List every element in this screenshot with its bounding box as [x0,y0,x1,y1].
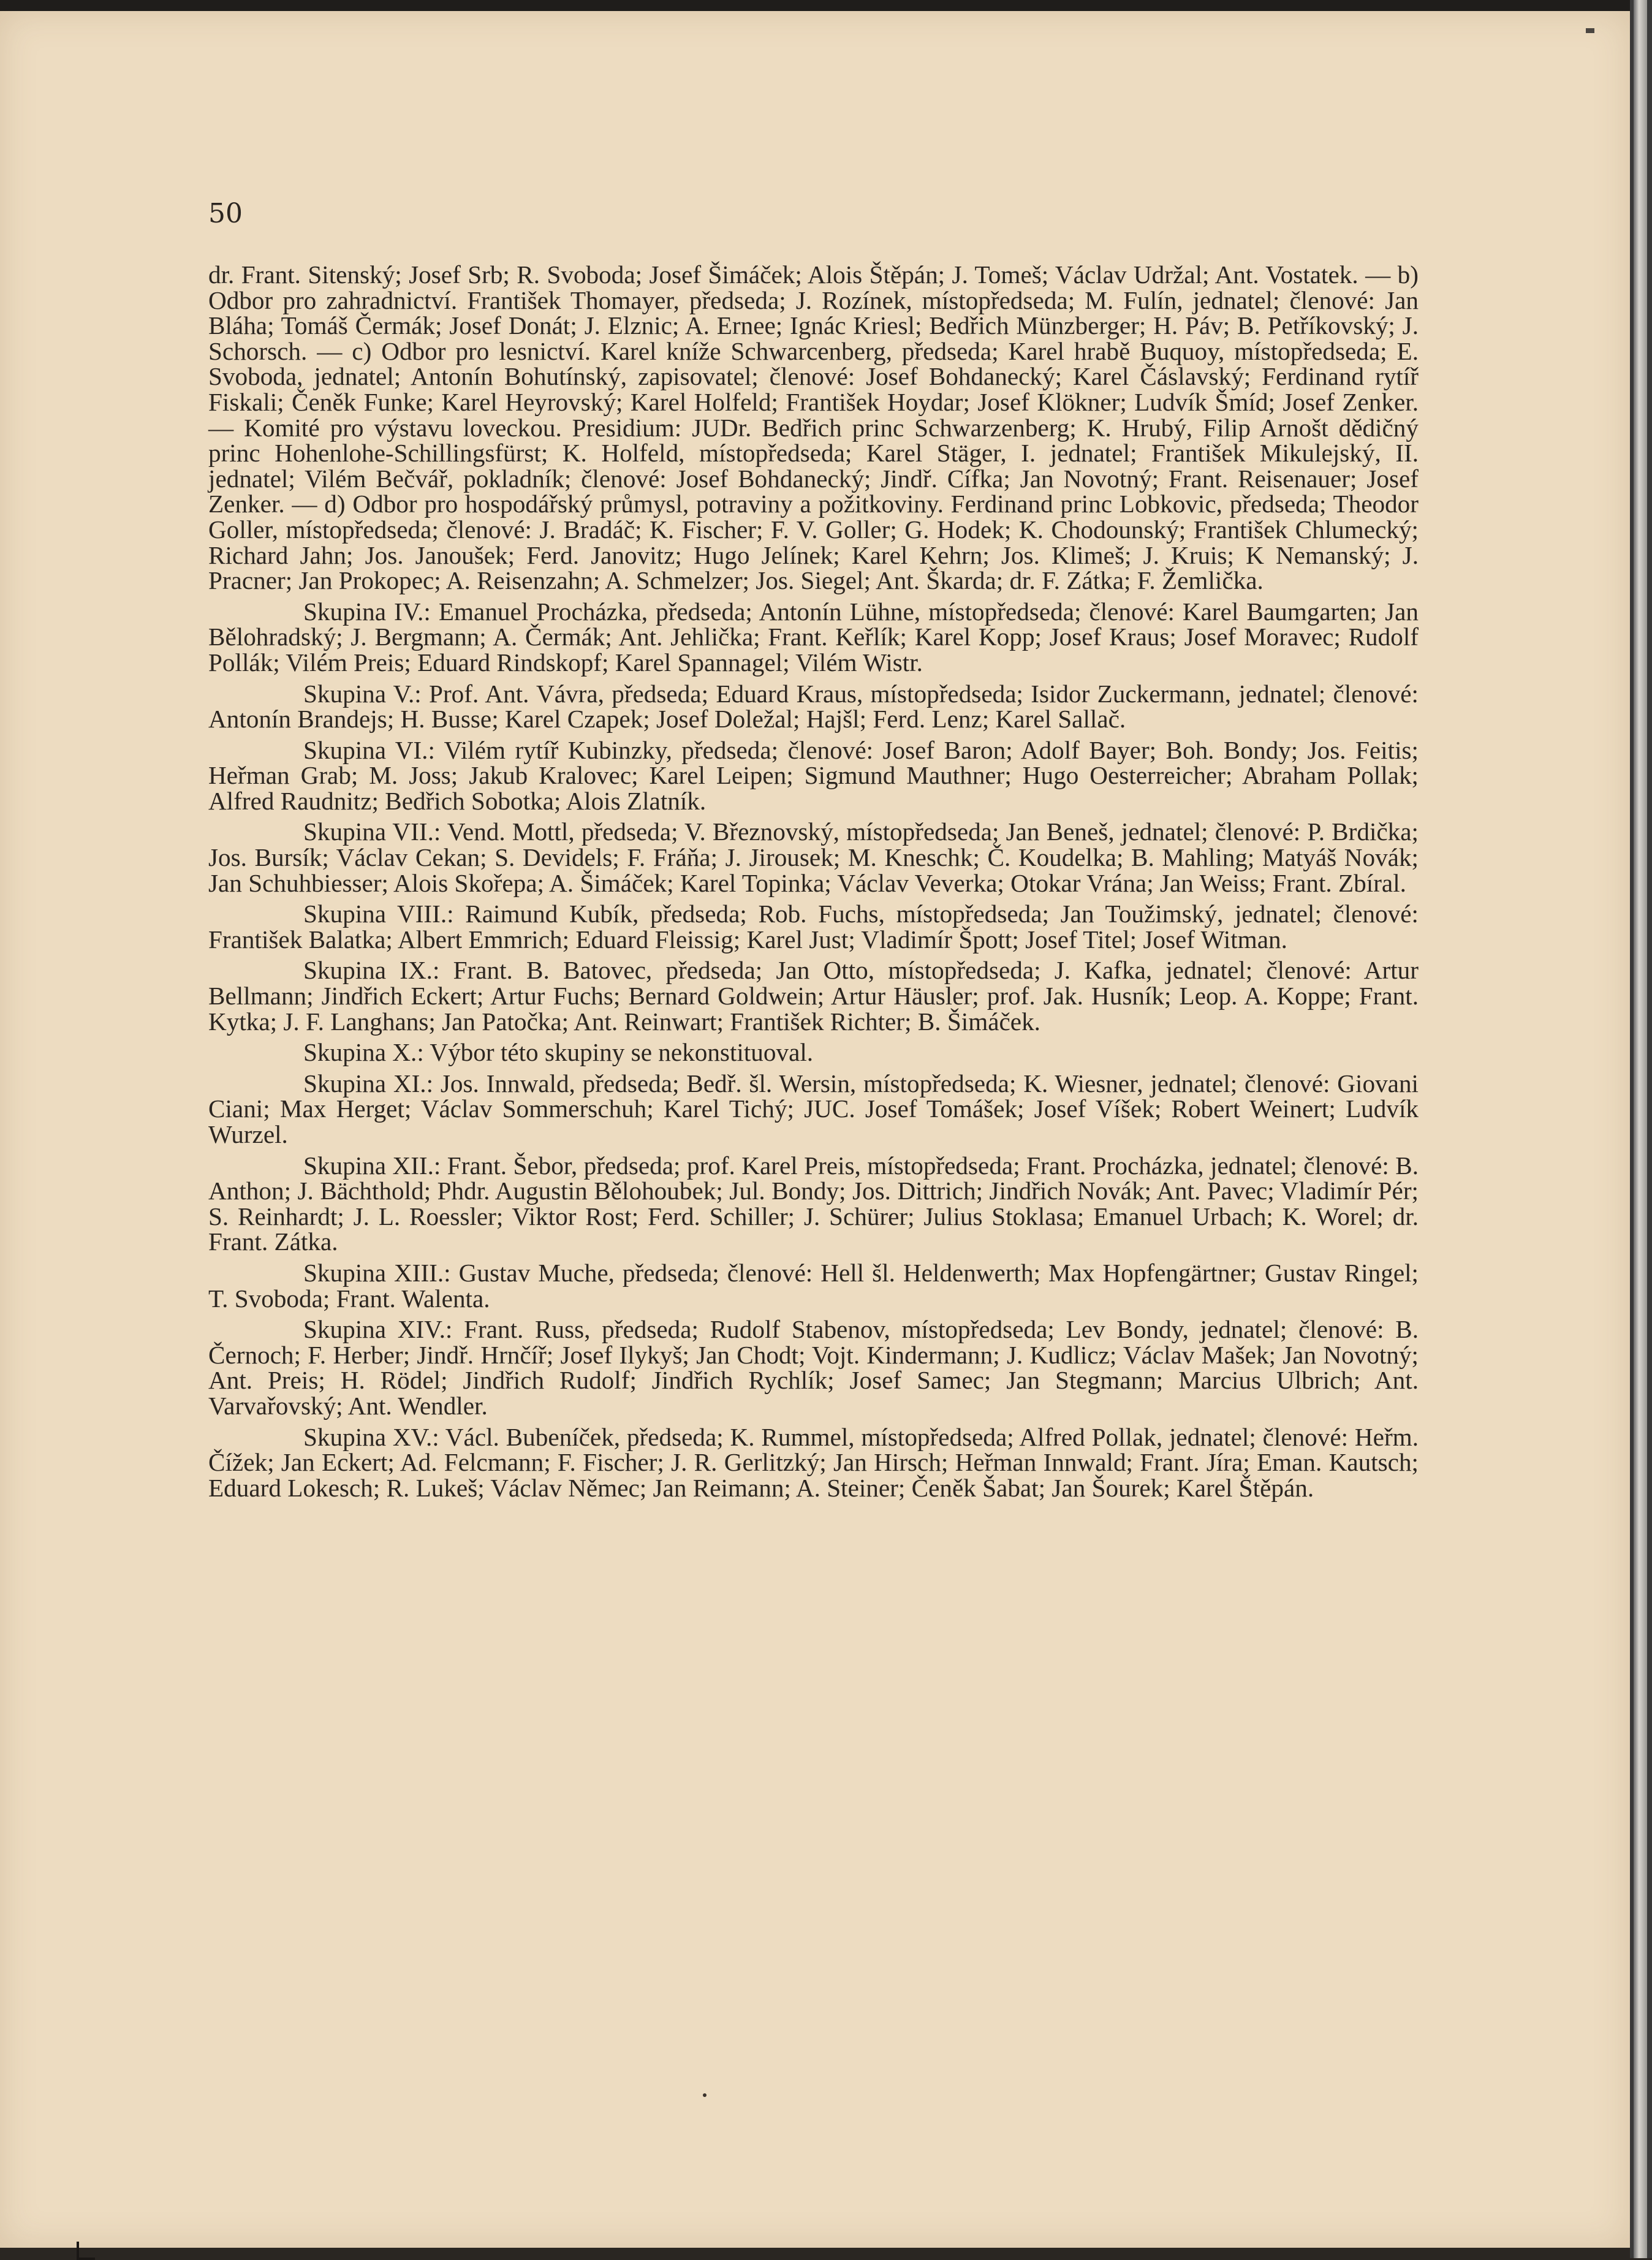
book-page [0,11,1630,2248]
paragraph-skupina-xv: Skupina XV.: Václ. Bubeníček, předseda; K. Rummel, místopředseda; Alfred Pollak, jednatel; členové: Heřm. Čížek; Jan Eckert; Ad. Felcmann; F. Fischer; J. R. Gerlitzký; Jan Hirsch; Heřman Innwald; Frant. Jíra; Eman. Kautsch; Eduard Lokesch; R. Lukeš; Václav Němec; Jan Reimann; A. Steiner; Čeněk Šabat; Jan Šourek; Karel Štěpán. [208,1422,1419,1502]
page-dot-mark [703,2093,707,2097]
paragraph-skupina-viii: Skupina VIII.: Raimund Kubík, předseda; Rob. Fuchs, místopředseda; Jan Toužimský, jednatel; členové: František Balatka; Albert Emmrich; Eduard Fleissig; Karel Just; Vladimír Špott; Josef Titel; Josef Witman. [208,900,1419,954]
paragraph-skupina-v: Skupina V.: Prof. Ant. Vávra, předseda; Eduard Kraus, místopředseda; Isidor Zuckermann, jednatel; členové: Antonín Brandejs; H. Busse; Karel Czapek; Josef Doležal; Hajšl; Ferd. Lenz; Karel Sallač. [208,679,1419,734]
paragraph-skupina-x: Skupina X.: Výbor této skupiny se nekonstituoval. [303,1038,814,1067]
scan-edge-strip [1634,0,1647,2258]
paragraph-skupina-ix: Skupina IX.: Frant. B. Batovec, předseda; Jan Otto, místopředseda; J. Kafka, jednatel; členové: Artur Bellmann; Jindřich Eckert; Artur Fuchs; Bernard Goldwein; Artur Häusler; prof. Jak. Husník; Leop. A. Koppe; Frant. Kytka; J. F. Langhans; Jan Patočka; Ant. Reinwart; František Richter; B. Šimáček. [208,956,1419,1036]
paragraph-skupina-xii: Skupina XII.: Frant. Šebor, předseda; prof. Karel Preis, místopředseda; Frant. Procházka, jednatel; členové: B. Anthon; J. Bächthold; Phdr. Augustin Bělohoubek; Jul. Bondy; Jos. Dittrich; Jindřich Novák; Ant. Pavec; Vladimír Pér; S. Reinhardt; J. L. Roessler; Viktor Rost; Ferd. Schiller; J. Schürer; Julius Stoklasa; Emanuel Urbach; K. Worel; dr. Frant. Zátka. [208,1151,1419,1256]
page-number: 50 [208,198,243,229]
paragraph-skupina-xiii: Skupina XIII.: Gustav Muche, předseda; členové: Hell šl. Heldenwerth; Max Hopfengärtner; Gustav Ringel; T. Svoboda; Frant. Walenta. [208,1258,1419,1313]
scan-right-edge [1630,0,1652,2258]
paragraph-skupina-xi: Skupina XI.: Jos. Innwald, předseda; Bedř. šl. Wersin, místopředseda; K. Wiesner, jednatel; členové: Giovani Ciani; Max Herget; Václav Sommerschuh; Karel Tichý; JUC. Josef Tomášek; Josef Víšek; Robert Weinert; Ludvík Wurzel. [208,1069,1419,1148]
paragraph-committees: dr. Frant. Sitenský; Josef Srb; R. Svoboda; Josef Šimáček; Alois Štěpán; J. Tomeš; Václav Udržal; Ant. Vostatek. — b) Odbor pro zahradnictví. František Thomayer, předseda; J. Rozínek, místopředseda; M. Fulín, jednatel; členové: Jan Bláha; Tomáš Čermák; Josef Donát; J. Elznic; A. Ernee; Ignác Kriesl; Bedřich Münzberger; H. Páv; B. Petříkovský; J. Schorsch. — c) Odbor pro lesnictví. Karel kníže Schwarcenberg, předseda; Karel hrabě Buquoy, místopředseda; E. Svoboda, jednatel; Antonín Bohutínský, zapisovatel; členové: Josef Bohdanecký; Karel Čáslavský; Ferdinand rytíř Fiskali; Čeněk Funke; Karel Heyrovský; Karel Holfeld; František Hoydar; Josef Klökner; Ludvík Šmíd; Josef Zenker. — Komité pro výstavu loveckou. Presidium: JUDr. Bedřich princ Schwarzenberg; K. Hrubý, Filip Arnošt dědičný princ Hohenlohe-Schillingsfürst; K. Holfeld, místopředseda; Karel Stäger, I. jednatel; František Mikulejský, II. jednatel; Vilém Bečvář, pokladník; členové: Josef Bohdanecký; Jindř. Cífka; Jan Novotný; Frant. Reisenauer; Josef Zenker. — d) Odbor pro hospodářský průmysl, potraviny a požitkoviny. Ferdinand princ Lobkovic, předseda; Theodor Goller, místopředseda; členové: J. Bradáč; K. Fischer; F. V. Goller; G. Hodek; K. Chodounský; František Chlumecký; Richard Jahn; Jos. Janoušek; Ferd. Janovitz; Hugo Jelínek; Karel Kehrn; Jos. Klimeš; J. Kruis; K Nemanský; J. Pracner; Jan Prokopec; A. Reisenzahn; A. Schmelzer; Jos. Siegel; Ant. Škarda; dr. F. Zátka; F. Žemlička. [208,260,1419,595]
scan-edge-mark [1586,28,1594,33]
scan-top-border [0,0,1652,11]
paragraph-skupina-iv: Skupina IV.: Emanuel Procházka, předseda; Antonín Lühne, místopředseda; členové: Karel Baumgarten; Jan Bělohradský; J. Bergmann; A. Čermák; Ant. Jehlička; Frant. Keřlík; Karel Kopp; Josef Kraus; Josef Moravec; Rudolf Pollák; Vilém Preis; Eduard Rindskopf; Karel Spannagel; Vilém Wistr. [208,597,1419,677]
main-text [208,262,1419,1506]
paragraph-skupina-xiv: Skupina XIV.: Frant. Russ, předseda; Rudolf Stabenov, místopředseda; Lev Bondy, jednatel; členové: B. Černoch; F. Herber; Jindř. Hrnčíř; Josef Ilykyš; Jan Chodt; Vojt. Kindermann; J. Kudlicz; Václav Mašek; Jan Novotný; Ant. Preis; H. Rödel; Jindřich Rudolf; Jindřich Rychlík; Josef Samec; Jan Stegmann; Marcius Ulbrich; Ant. Varvařovský; Ant. Wendler. [208,1315,1419,1420]
paragraph-skupina-vi: Skupina VI.: Vilém rytíř Kubinzky, předseda; členové: Josef Baron; Adolf Bayer; Boh. Bondy; Jos. Feitis; Heřman Grab; M. Joss; Jakub Kralovec; Karel Leipen; Sigmund Mauthner; Hugo Oesterreicher; Abraham Pollak; Alfred Raudnitz; Bedřich Sobotka; Alois Zlatník. [208,735,1419,815]
paragraph-skupina-vii: Skupina VII.: Vend. Mottl, předseda; V. Březnovský, místopředseda; Jan Beneš, jednatel; členové: P. Brdička; Jos. Bursík; Václav Cekan; S. Devidels; F. Fráňa; J. Jirousek; M. Kneschk; Č. Koudelka; B. Mahling; Matyáš Novák; Jan Schuhbiesser; Alois Skořepa; A. Šimáček; Karel Topinka; Václav Veverka; Otokar Vrána; Jan Weiss; Frant. Zbíral. [208,817,1419,897]
